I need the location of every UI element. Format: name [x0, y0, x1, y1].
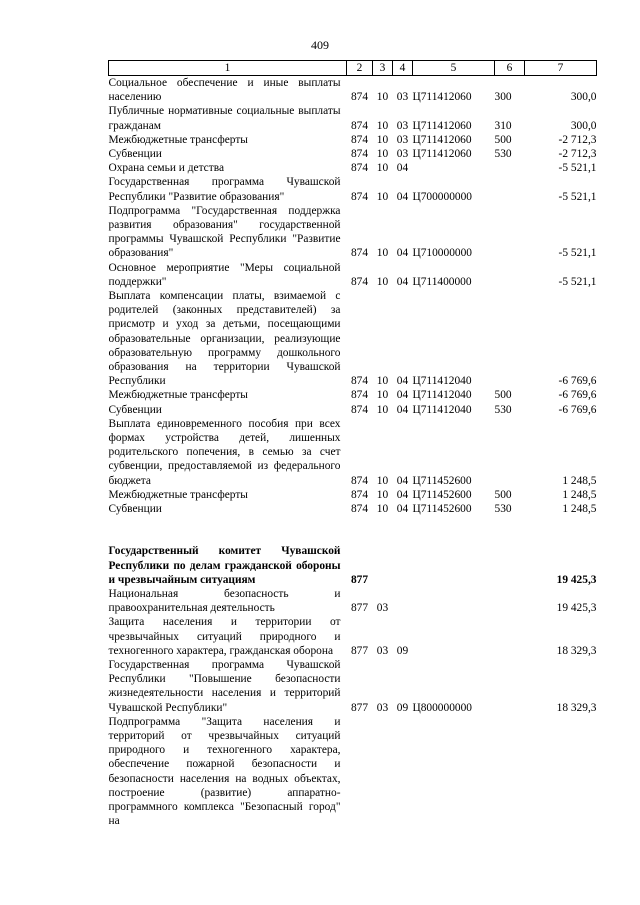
row-subsection-code [393, 587, 413, 615]
row-section-code: 10 [376, 488, 389, 501]
table-row [109, 175, 597, 203]
row-ministry-code: 874 [350, 190, 369, 203]
table-row [109, 104, 597, 132]
row-amount: 18 329,3 [556, 701, 597, 714]
row-ministry-code: 877 [350, 602, 369, 615]
row-name: Межбюджетные трансферты [108, 133, 248, 146]
row-section-code: 10 [376, 275, 389, 288]
row-expense-type [495, 161, 525, 175]
row-ministry-code: 874 [350, 148, 369, 161]
row-target-code [413, 587, 495, 615]
row-target-code: Ц711412060 [412, 91, 472, 104]
page-number: 409 [311, 38, 329, 52]
row-target-code: Ц711400000 [412, 275, 472, 288]
row-target-code: Ц711412040 [412, 375, 472, 388]
row-name: Государственная программа Чувашской Республики "Повышение безопасности жизнедеятельности населения и территорий Чувашской Республики" [108, 658, 341, 714]
row-expense-type: 310 [494, 119, 512, 132]
row-name: Субвенции [108, 148, 162, 161]
row-target-code: Ц711452600 [412, 503, 472, 516]
row-ministry-code: 874 [350, 375, 369, 388]
row-name: Государственный комитет Чувашской Республики по делам гражданской обороны и чрезвычайным ситуациям [108, 545, 341, 586]
row-section-code: 10 [376, 389, 389, 402]
table-row [109, 261, 597, 289]
row-target-code: Ц711412060 [412, 148, 472, 161]
budget-table [108, 60, 597, 828]
row-expense-type [495, 544, 525, 587]
row-amount: -2 712,3 [558, 148, 597, 161]
row-name: Межбюджетные трансферты [108, 488, 248, 501]
table-row [109, 488, 597, 502]
row-target-code [413, 544, 495, 587]
row-expense-type [495, 261, 525, 289]
row-target-code: Ц711412040 [412, 389, 472, 402]
row-ministry-code: 877 [350, 573, 369, 586]
table-row [109, 587, 597, 615]
row-subsection-code: 03 [396, 91, 409, 104]
row-name: Подпрограмма "Защита населения и территорий от чрезвычайных ситуаций природного и техногенного характера, обеспечение пожарной безопасности и безопасности населения на водных объектах, построение (развитие) аппаратно-программного комплекса "Безопасный город" на [108, 715, 341, 828]
row-amount: 1 248,5 [562, 474, 597, 487]
row-name: Охрана семьи и детства [108, 162, 224, 175]
row-subsection-code: 09 [396, 644, 409, 657]
row-name: Защита населения и территории от чрезвычайных ситуаций природного и техногенного характера, гражданская оборона [108, 616, 341, 657]
row-subsection-code [393, 715, 413, 829]
row-amount: -6 769,6 [558, 375, 597, 388]
row-subsection-code: 04 [396, 162, 409, 175]
row-target-code: Ц711412060 [412, 119, 472, 132]
table-row [109, 544, 597, 587]
row-target-code: Ц711452600 [412, 488, 472, 501]
row-target-code: Ц711412060 [412, 133, 472, 146]
row-subsection-code: 04 [396, 474, 409, 487]
row-target-code: Ц711412040 [412, 403, 472, 416]
row-amount: -5 521,1 [558, 162, 597, 175]
row-subsection-code: 04 [396, 375, 409, 388]
row-ministry-code: 877 [350, 644, 369, 657]
row-ministry-code: 874 [350, 389, 369, 402]
row-amount [525, 715, 597, 829]
row-expense-type: 530 [494, 503, 512, 516]
row-amount: 19 425,3 [556, 602, 597, 615]
row-name: Субвенции [108, 403, 162, 416]
row-target-code: Ц711452600 [412, 474, 472, 487]
table-row [109, 658, 597, 715]
table-row [109, 615, 597, 658]
row-section-code: 10 [376, 119, 389, 132]
row-section-code: 10 [376, 162, 389, 175]
row-ministry-code: 874 [350, 133, 369, 146]
row-name: Основное мероприятие "Меры социальной поддержки" [108, 261, 341, 288]
row-expense-type: 500 [494, 389, 512, 402]
row-subsection-code: 04 [396, 503, 409, 516]
row-name: Национальная безопасность и правоохранительная деятельность [108, 587, 341, 615]
row-ministry-code: 874 [350, 403, 369, 416]
row-section-code [373, 715, 393, 829]
row-subsection-code: 04 [396, 403, 409, 416]
row-name: Выплата компенсации платы, взимаемой с родителей (законных представителей) за присмотр и уход за детьми, посещающими образовательные организации, реализующие образовательную программу дошкольного образования на территории Чувашской Республики [108, 290, 341, 388]
header-col-1: 1 [109, 61, 347, 76]
row-expense-type: 530 [494, 148, 512, 161]
row-ministry-code: 874 [350, 119, 369, 132]
table-row [109, 204, 597, 261]
row-amount: -6 769,6 [558, 403, 597, 416]
table-header-row [109, 61, 597, 76]
row-ministry-code: 874 [350, 488, 369, 501]
table-row [109, 76, 597, 105]
row-target-code: Ц700000000 [412, 190, 472, 203]
row-name: Субвенции [108, 503, 162, 516]
header-col-3: 3 [373, 61, 393, 76]
row-expense-type: 300 [494, 91, 512, 104]
table-row [109, 715, 597, 829]
header-col-6: 6 [495, 61, 525, 76]
row-ministry-code: 874 [350, 474, 369, 487]
row-subsection-code: 04 [396, 389, 409, 402]
row-subsection-code: 04 [396, 488, 409, 501]
row-expense-type [495, 417, 525, 488]
row-expense-type: 500 [494, 488, 512, 501]
table-row [109, 502, 597, 516]
table-row [109, 388, 597, 402]
row-section-code: 10 [376, 375, 389, 388]
header-col-2: 2 [347, 61, 373, 76]
row-subsection-code: 03 [396, 119, 409, 132]
row-subsection-code: 04 [396, 275, 409, 288]
row-name: Государственная программа Чувашской Республики "Развитие образования" [108, 176, 341, 203]
row-ministry-code: 874 [350, 275, 369, 288]
row-target-code [413, 715, 495, 829]
row-amount: -2 712,3 [558, 133, 597, 146]
row-subsection-code [393, 544, 413, 587]
row-expense-type: 500 [494, 133, 512, 146]
row-amount: 1 248,5 [562, 488, 597, 501]
row-expense-type [495, 175, 525, 203]
row-subsection-code: 03 [396, 148, 409, 161]
row-section-code [373, 544, 393, 587]
row-expense-type: 530 [494, 403, 512, 416]
row-expense-type [495, 715, 525, 829]
row-ministry-code: 877 [350, 701, 369, 714]
row-ministry-code [347, 715, 373, 829]
header-col-7: 7 [525, 61, 597, 76]
row-expense-type [495, 658, 525, 715]
row-target-code [413, 161, 495, 175]
row-ministry-code: 874 [350, 91, 369, 104]
table-row [109, 133, 597, 147]
table-row [109, 289, 597, 388]
row-amount: 1 248,5 [562, 503, 597, 516]
row-section-code: 10 [376, 247, 389, 260]
row-amount: 300,0 [570, 91, 597, 104]
row-amount: -5 521,1 [558, 275, 597, 288]
row-ministry-code: 874 [350, 162, 369, 175]
row-name: Межбюджетные трансферты [108, 389, 248, 402]
table-row [109, 161, 597, 175]
row-name: Подпрограмма "Государственная поддержка развития образования" государственной программы Чувашской Республики "Развитие образования" [108, 204, 341, 260]
row-subsection-code: 03 [396, 133, 409, 146]
row-subsection-code: 04 [396, 190, 409, 203]
row-amount: 18 329,3 [556, 644, 597, 657]
row-expense-type [495, 587, 525, 615]
row-section-code: 03 [376, 644, 389, 657]
row-amount: 300,0 [570, 119, 597, 132]
row-section-code: 10 [376, 503, 389, 516]
row-section-code: 10 [376, 403, 389, 416]
row-section-code: 10 [376, 133, 389, 146]
row-section-code: 03 [376, 701, 389, 714]
row-expense-type [495, 204, 525, 261]
row-amount: -5 521,1 [558, 190, 597, 203]
header-col-4: 4 [393, 61, 413, 76]
row-amount: -6 769,6 [558, 389, 597, 402]
row-subsection-code: 09 [396, 701, 409, 714]
table-row [109, 403, 597, 417]
row-ministry-code: 874 [350, 247, 369, 260]
row-amount: -5 521,1 [558, 247, 597, 260]
row-subsection-code: 04 [396, 247, 409, 260]
row-section-code: 10 [376, 91, 389, 104]
spacer-cell [109, 516, 597, 544]
table-row [109, 417, 597, 488]
row-name: Публичные нормативные социальные выплаты гражданам [108, 105, 341, 132]
row-expense-type [495, 289, 525, 388]
row-amount: 19 425,3 [556, 573, 597, 586]
row-section-code: 10 [376, 190, 389, 203]
row-name: Выплата единовременного пособия при всех формах устройства детей, лишенных родительского попечения, в семью за счет субвенции, предоставляемой из федерального бюджета [108, 417, 341, 487]
row-target-code: Ц710000000 [412, 247, 472, 260]
row-section-code: 10 [376, 474, 389, 487]
row-target-code: Ц800000000 [412, 701, 472, 714]
row-expense-type [495, 615, 525, 658]
row-section-code: 03 [376, 602, 389, 615]
row-name: Социальное обеспечение и иные выплаты населению [108, 77, 341, 104]
table-row [109, 147, 597, 161]
row-ministry-code: 874 [350, 503, 369, 516]
row-section-code: 10 [376, 148, 389, 161]
row-target-code [413, 615, 495, 658]
header-col-5: 5 [413, 61, 495, 76]
table-spacer-row [109, 516, 597, 544]
